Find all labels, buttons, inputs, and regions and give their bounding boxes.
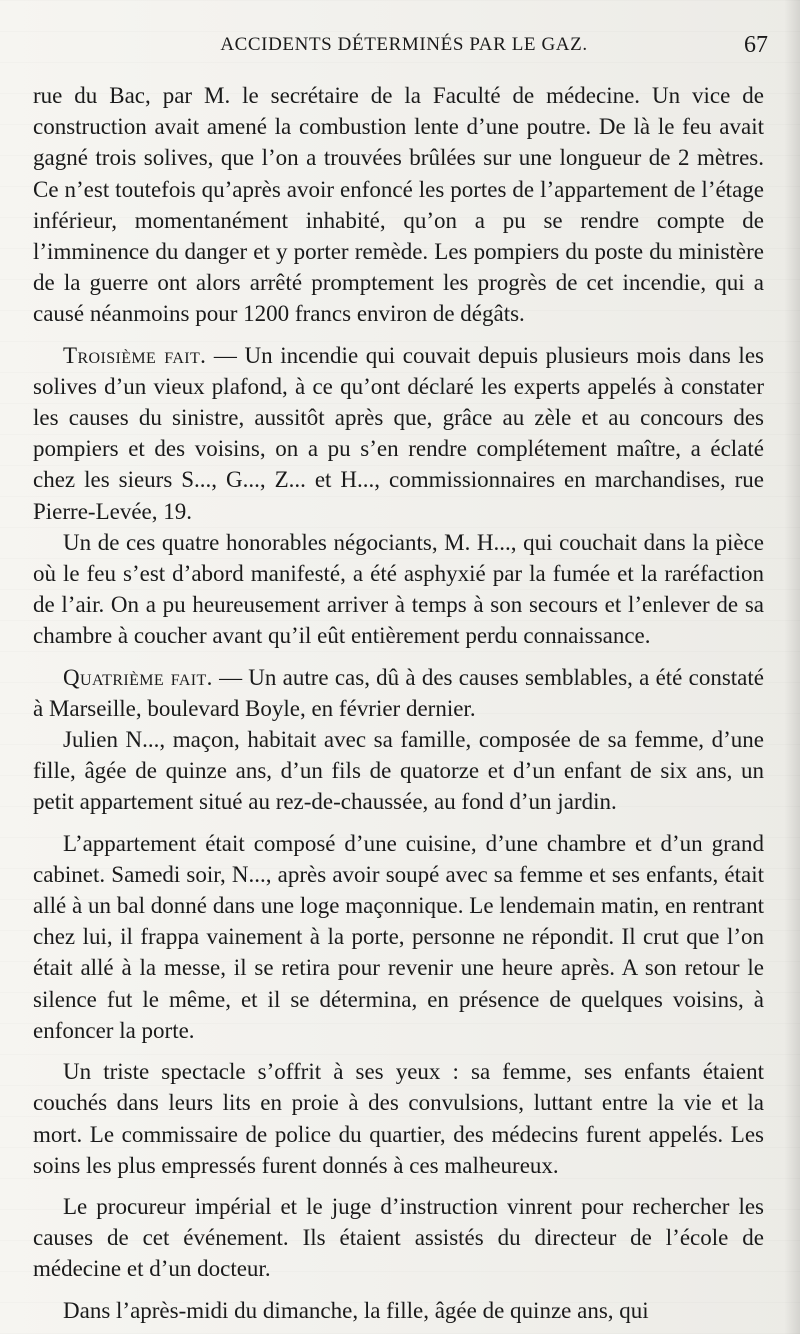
paragraph-2-text: — Un incendie qui couvait depuis plusieurs mois dans les solives d’un vieux plafond, à ce qu’ont déclaré les experts appelés à constater les causes du sinistre, aussitôt après que, grâce au zèle et au concours des pompiers et des voisins, on a pu s’en rendre complétement maître, a éclaté chez les sieurs S..., G..., Z... et H..., commissionnaires en marchandises, rue Pierre-Levée, 19.	[33, 342, 764, 524]
page-header	[40, 34, 768, 74]
page-number: 67	[744, 32, 768, 58]
paragraph-6: L’appartement était composé d’une cuisine, d’une chambre et d’un grand cabinet. Samedi soir, N..., après avoir soupé avec sa femme et ses enfants, était allé à un bal donné dans une loge maçonnique. Le lendemain matin, en rentrant chez lui, il frappa vainement à la porte, personne ne répondit. Il crut que l’on était allé à la messe, il se retira pour revenir une heure après. A son retour le silence fut le même, et il se détermina, en présence de quelques voisins, à enfoncer la porte.	[33, 830, 764, 1043]
paragraph-8: Le procureur impérial et le juge d’instruction vinrent pour rechercher les causes de cet événement. Ils étaient assistés du directeur de l’école de médecine et d’un docteur.	[33, 1193, 764, 1282]
case-label-3: Troisième fait.	[63, 342, 207, 368]
paragraph-3: Un de ces quatre honorables négociants, M. H..., qui couchait dans la pièce où le feu s’est d’abord manifesté, a été asphyxié par la fumée et la raréfaction de l’air. On a pu heureusement arriver à temps à son secours et l’enlever de sa chambre à coucher avant qu’il eût entièrement perdu connaissance.	[33, 529, 764, 649]
paragraph-7: Un triste spectacle s’offrit à ses yeux : sa femme, ses enfants étaient couchés dans leurs lits en proie à des convulsions, luttant entre la vie et la mort. Le commissaire de police du quartier, des médecins furent appelés. Les soins les plus empressés furent donnés à ces malheureux.	[33, 1059, 764, 1178]
case-label-4: Quatrième fait.	[63, 664, 213, 690]
paragraph-1: rue du Bac, par M. le secrétaire de la Faculté de médecine. Un vice de construction avait amené la combustion lente d’une poutre. De là le feu avait gagné trois solives, que l’on a trouvées brûlées sur une longueur de 2 mètres. Ce n’est toutefois qu’après avoir enfoncé les portes de l’appartement de l’étage inférieur, momentanément inhabité, qu’on a pu se rendre compte de l’imminence du danger et y porter remède. Les pompiers du poste du ministère de la guerre ont alors arrêté promptement les progrès de cet incendie, qui a causé néanmoins pour 1200 francs environ de dégâts.	[33, 83, 764, 327]
paragraph-4-text: — Un autre cas, dû à des causes semblables, a été constaté à Marseille, boulevard Boyle, en février dernier.	[33, 664, 764, 721]
running-title: ACCIDENTS DÉTERMINÉS PAR LE GAZ.	[220, 34, 588, 55]
paragraph-4	[33, 662, 764, 724]
page-edge-shadow	[784, 0, 800, 1334]
paragraph-2	[33, 340, 764, 527]
paragraph-9: Dans l’après-midi du dimanche, la fille, âgée de quinze ans, qui	[63, 1297, 649, 1323]
main-text	[33, 80, 764, 1326]
paragraph-5: Julien N..., maçon, habitait avec sa famille, composée de sa femme, d’une fille, âgée de quinze ans, d’un fils de quatorze et d’un enfant de six ans, un petit appartement situé au rez-de-chaussée, au fond d’un jardin.	[33, 727, 764, 815]
